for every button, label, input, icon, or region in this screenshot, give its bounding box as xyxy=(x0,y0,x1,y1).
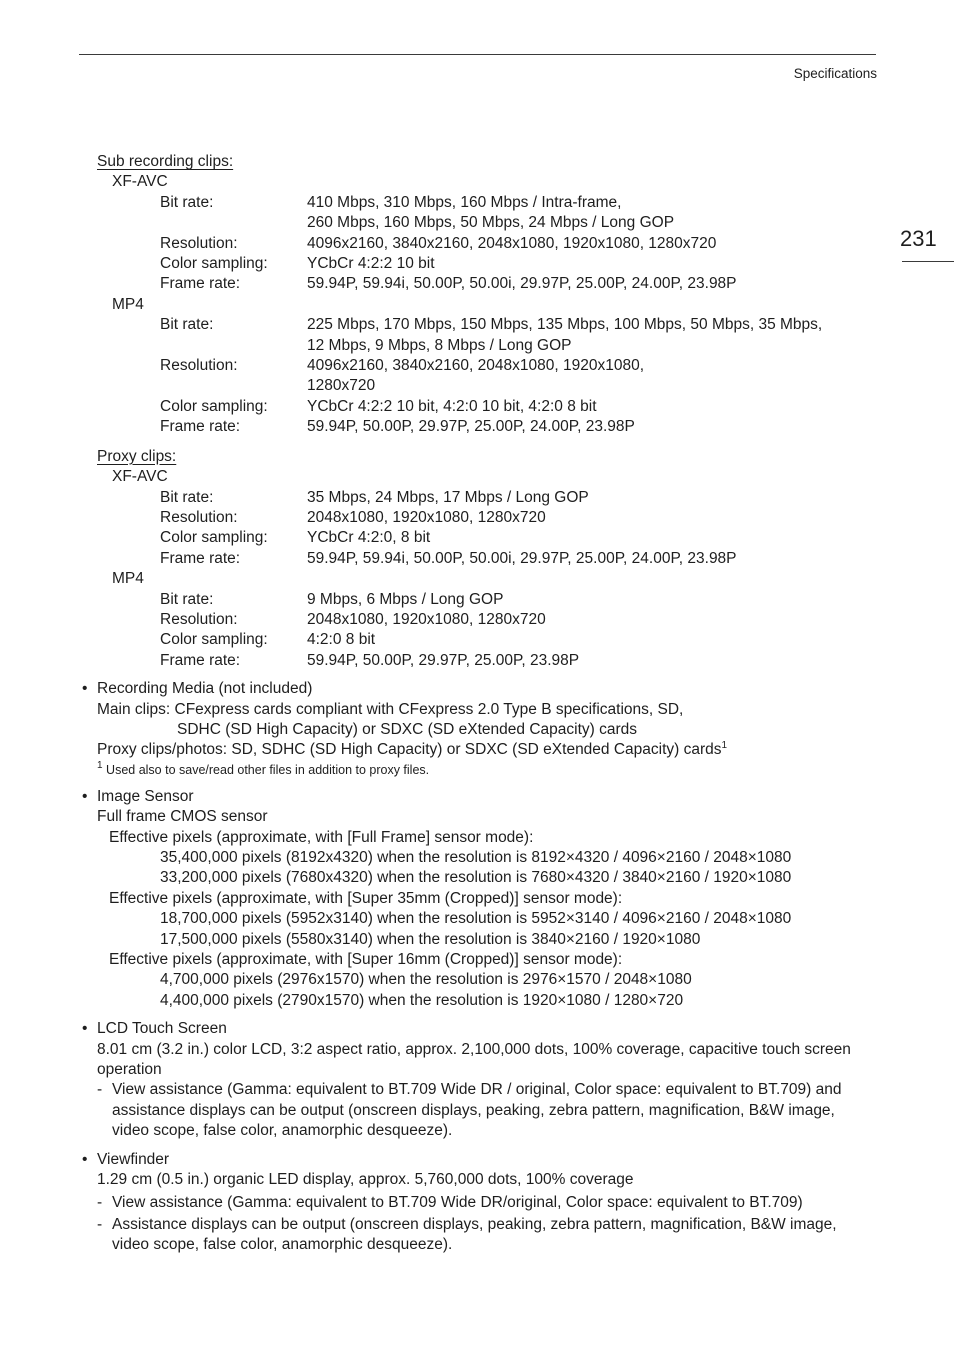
proxy-xfavc-label: XF-AVC xyxy=(112,468,168,486)
viewfinder-note xyxy=(97,1193,872,1213)
spec-value: 59.94P, 50.00P, 29.97P, 25.00P, 24.00P, 23.98P xyxy=(307,418,635,436)
super35-line: 18,700,000 pixels (5952x3140) when the resolution is 5952×3140 / 4096×2160 / 2048×1080 xyxy=(160,910,792,928)
lcd-section xyxy=(0,1019,954,1141)
proxy-heading: Proxy clips: xyxy=(97,447,177,465)
proxy-section xyxy=(0,447,954,671)
spec-label: Resolution: xyxy=(160,357,238,375)
lcd-title: LCD Touch Screen xyxy=(97,1020,227,1038)
super35-heading: Effective pixels (approximate, with [Super 35mm (Cropped)] sensor mode): xyxy=(109,889,623,907)
spec-value: YCbCr 4:2:2 10 bit, 4:2:0 10 bit, 4:2:0 8 bit xyxy=(307,397,597,415)
proxy-mp4-bit-rate xyxy=(0,590,954,610)
proxy-xfavc-frame-rate xyxy=(0,549,954,569)
sub-xfavc-resolution xyxy=(0,234,954,254)
full-frame-line: 33,200,000 pixels (7680x4320) when the resolution is 7680×4320 / 3840×2160 / 1920×1080 xyxy=(160,869,792,887)
spec-label: Frame rate: xyxy=(160,418,241,436)
footnote-text: Used also to save/read other files in addition to proxy files. xyxy=(106,762,430,777)
proxy-xfavc-resolution xyxy=(0,508,954,528)
image-sensor-section xyxy=(0,787,954,1011)
proxy-xfavc-color-sampling xyxy=(0,528,954,548)
sub-mp4-resolution xyxy=(0,356,954,397)
sub-mp4-frame-rate xyxy=(0,417,954,437)
spec-value: 2048x1080, 1920x1080, 1280x720 xyxy=(307,508,546,526)
recording-media-section xyxy=(0,679,954,779)
viewfinder-section xyxy=(0,1150,954,1256)
viewfinder-note-text: View assistance (Gamma: equivalent to BT.709 Wide DR/original, Color space: equivalent to BT.709) xyxy=(112,1193,803,1211)
viewfinder-title: Viewfinder xyxy=(97,1150,170,1168)
full-frame-line: 35,400,000 pixels (8192x4320) when the resolution is 8192×4320 / 4096×2160 / 2048×1080 xyxy=(160,849,792,866)
full-frame-heading: Effective pixels (approximate, with [Full Frame] sensor mode): xyxy=(109,828,534,846)
sub-xfavc-label: XF-AVC xyxy=(112,173,168,191)
spec-label: Resolution: xyxy=(160,610,238,628)
lcd-note-text: View assistance (Gamma: equivalent to BT.709 Wide DR / original, Color space: equivalent to BT.709) and assistance displays can be output (onscreen displays, peaking, zebra pattern, magnification, B&W image, video scope, false color, anamorphic desqueeze). xyxy=(112,1081,842,1140)
footnote-number: 1 xyxy=(97,759,103,771)
spec-value: 1280x720 xyxy=(307,377,376,395)
bullet-icon: • xyxy=(82,1150,88,1168)
header-rule xyxy=(79,54,876,55)
super16-line: 4,700,000 pixels (2976x1570) when the resolution is 2976×1570 / 2048×1080 xyxy=(160,971,692,989)
bullet-icon: • xyxy=(82,1020,88,1038)
sub-mp4-label: MP4 xyxy=(112,295,144,313)
main-clips-media-cont: SDHC (SD High Capacity) or SDXC (SD eXtended Capacity) cards xyxy=(177,720,637,738)
spec-value: 410 Mbps, 310 Mbps, 160 Mbps / Intra-frame, xyxy=(307,193,622,211)
spec-value: 59.94P, 59.94i, 50.00P, 50.00i, 29.97P, 25.00P, 24.00P, 23.98P xyxy=(307,549,737,567)
spec-value: 260 Mbps, 160 Mbps, 50 Mbps, 24 Mbps / Long GOP xyxy=(307,214,675,232)
spec-label: Color sampling: xyxy=(160,529,268,547)
spec-value: YCbCr 4:2:0, 8 bit xyxy=(307,529,431,547)
sub-xfavc-color-sampling xyxy=(0,254,954,274)
sub-mp4-color-sampling xyxy=(0,397,954,417)
proxy-xfavc-bit-rate xyxy=(0,488,954,508)
sub-recording-section xyxy=(0,152,954,438)
proxy-clips-media xyxy=(97,740,954,760)
spec-value: 9 Mbps, 6 Mbps / Long GOP xyxy=(307,590,504,608)
spec-label: Color sampling: xyxy=(160,631,268,649)
proxy-mp4-label: MP4 xyxy=(112,570,144,588)
super16-line: 4,400,000 pixels (2790x1570) when the resolution is 1920×1080 / 1280×720 xyxy=(160,991,684,1009)
spec-label: Frame rate: xyxy=(160,651,241,669)
dash-marker: - xyxy=(97,1081,103,1099)
viewfinder-note-text: Assistance displays can be output (onscreen displays, peaking, zebra pattern, magnification, B&W image, video scope, false color, anamorphic desqueeze). xyxy=(112,1215,837,1254)
spec-label: Resolution: xyxy=(160,234,238,252)
main-clips-media: Main clips: CFexpress cards compliant with CFexpress 2.0 Type B specifications, SD, xyxy=(97,700,684,718)
page-content xyxy=(0,152,954,1256)
bullet-icon: • xyxy=(82,787,88,805)
image-sensor-title: Image Sensor xyxy=(97,787,194,805)
lcd-note xyxy=(97,1080,872,1141)
proxy-mp4-resolution xyxy=(0,610,954,630)
spec-value: 59.94P, 50.00P, 29.97P, 25.00P, 23.98P xyxy=(307,651,580,669)
proxy-mp4-color-sampling xyxy=(0,630,954,650)
spec-value: 4:2:0 8 bit xyxy=(307,631,376,649)
spec-value: 59.94P, 59.94i, 50.00P, 50.00i, 29.97P, 25.00P, 24.00P, 23.98P xyxy=(307,275,737,293)
sub-xfavc-frame-rate xyxy=(0,274,954,294)
dash-marker: - xyxy=(97,1215,103,1233)
sub-recording-heading: Sub recording clips: xyxy=(97,153,234,170)
spec-label: Bit rate: xyxy=(160,590,214,608)
spec-label: Bit rate: xyxy=(160,193,214,211)
spec-label: Color sampling: xyxy=(160,255,268,273)
sensor-type: Full frame CMOS sensor xyxy=(97,808,268,826)
spec-value: 35 Mbps, 24 Mbps, 17 Mbps / Long GOP xyxy=(307,488,589,506)
viewfinder-description: 1.29 cm (0.5 in.) organic LED display, approx. 5,760,000 dots, 100% coverage xyxy=(97,1171,634,1189)
recording-media-title: Recording Media (not included) xyxy=(97,680,313,698)
footnote xyxy=(97,761,954,779)
running-head: Specifications xyxy=(793,66,877,81)
proxy-mp4-frame-rate xyxy=(0,651,954,671)
spec-value: 2048x1080, 1920x1080, 1280x720 xyxy=(307,610,546,628)
lcd-description: 8.01 cm (3.2 in.) color LCD, 3:2 aspect ratio, approx. 2,100,000 dots, 100% coverage, capacitive touch screen operation xyxy=(97,1040,851,1079)
sub-xfavc-bit-rate xyxy=(0,193,954,234)
footnote-ref: 1 xyxy=(721,740,728,752)
dash-marker: - xyxy=(97,1193,103,1211)
spec-value: 12 Mbps, 9 Mbps, 8 Mbps / Long GOP xyxy=(307,336,572,354)
spec-label: Bit rate: xyxy=(160,316,214,334)
spec-value: 225 Mbps, 170 Mbps, 150 Mbps, 135 Mbps, 100 Mbps, 50 Mbps, 35 Mbps, xyxy=(307,316,823,334)
spec-label: Color sampling: xyxy=(160,397,268,415)
viewfinder-note xyxy=(97,1215,872,1256)
spec-value: 4096x2160, 3840x2160, 2048x1080, 1920x1080, 1280x720 xyxy=(307,234,717,252)
bullet-icon: • xyxy=(82,680,88,698)
spec-label: Bit rate: xyxy=(160,488,214,506)
page-number: 231 xyxy=(900,226,937,251)
super35-line: 17,500,000 pixels (5580x3140) when the resolution is 3840×2160 / 1920×1080 xyxy=(160,930,701,948)
spec-label: Frame rate: xyxy=(160,549,241,567)
spec-label: Frame rate: xyxy=(160,275,241,293)
proxy-clips-media-text: Proxy clips/photos: SD, SDHC (SD High Capacity) or SDXC (SD eXtended Capacity) cards xyxy=(97,741,722,759)
sub-mp4-bit-rate xyxy=(0,315,954,356)
spec-value: YCbCr 4:2:2 10 bit xyxy=(307,255,435,273)
spec-value: 4096x2160, 3840x2160, 2048x1080, 1920x1080, xyxy=(307,357,644,375)
super16-heading: Effective pixels (approximate, with [Super 16mm (Cropped)] sensor mode): xyxy=(109,951,623,969)
spec-label: Resolution: xyxy=(160,508,238,526)
